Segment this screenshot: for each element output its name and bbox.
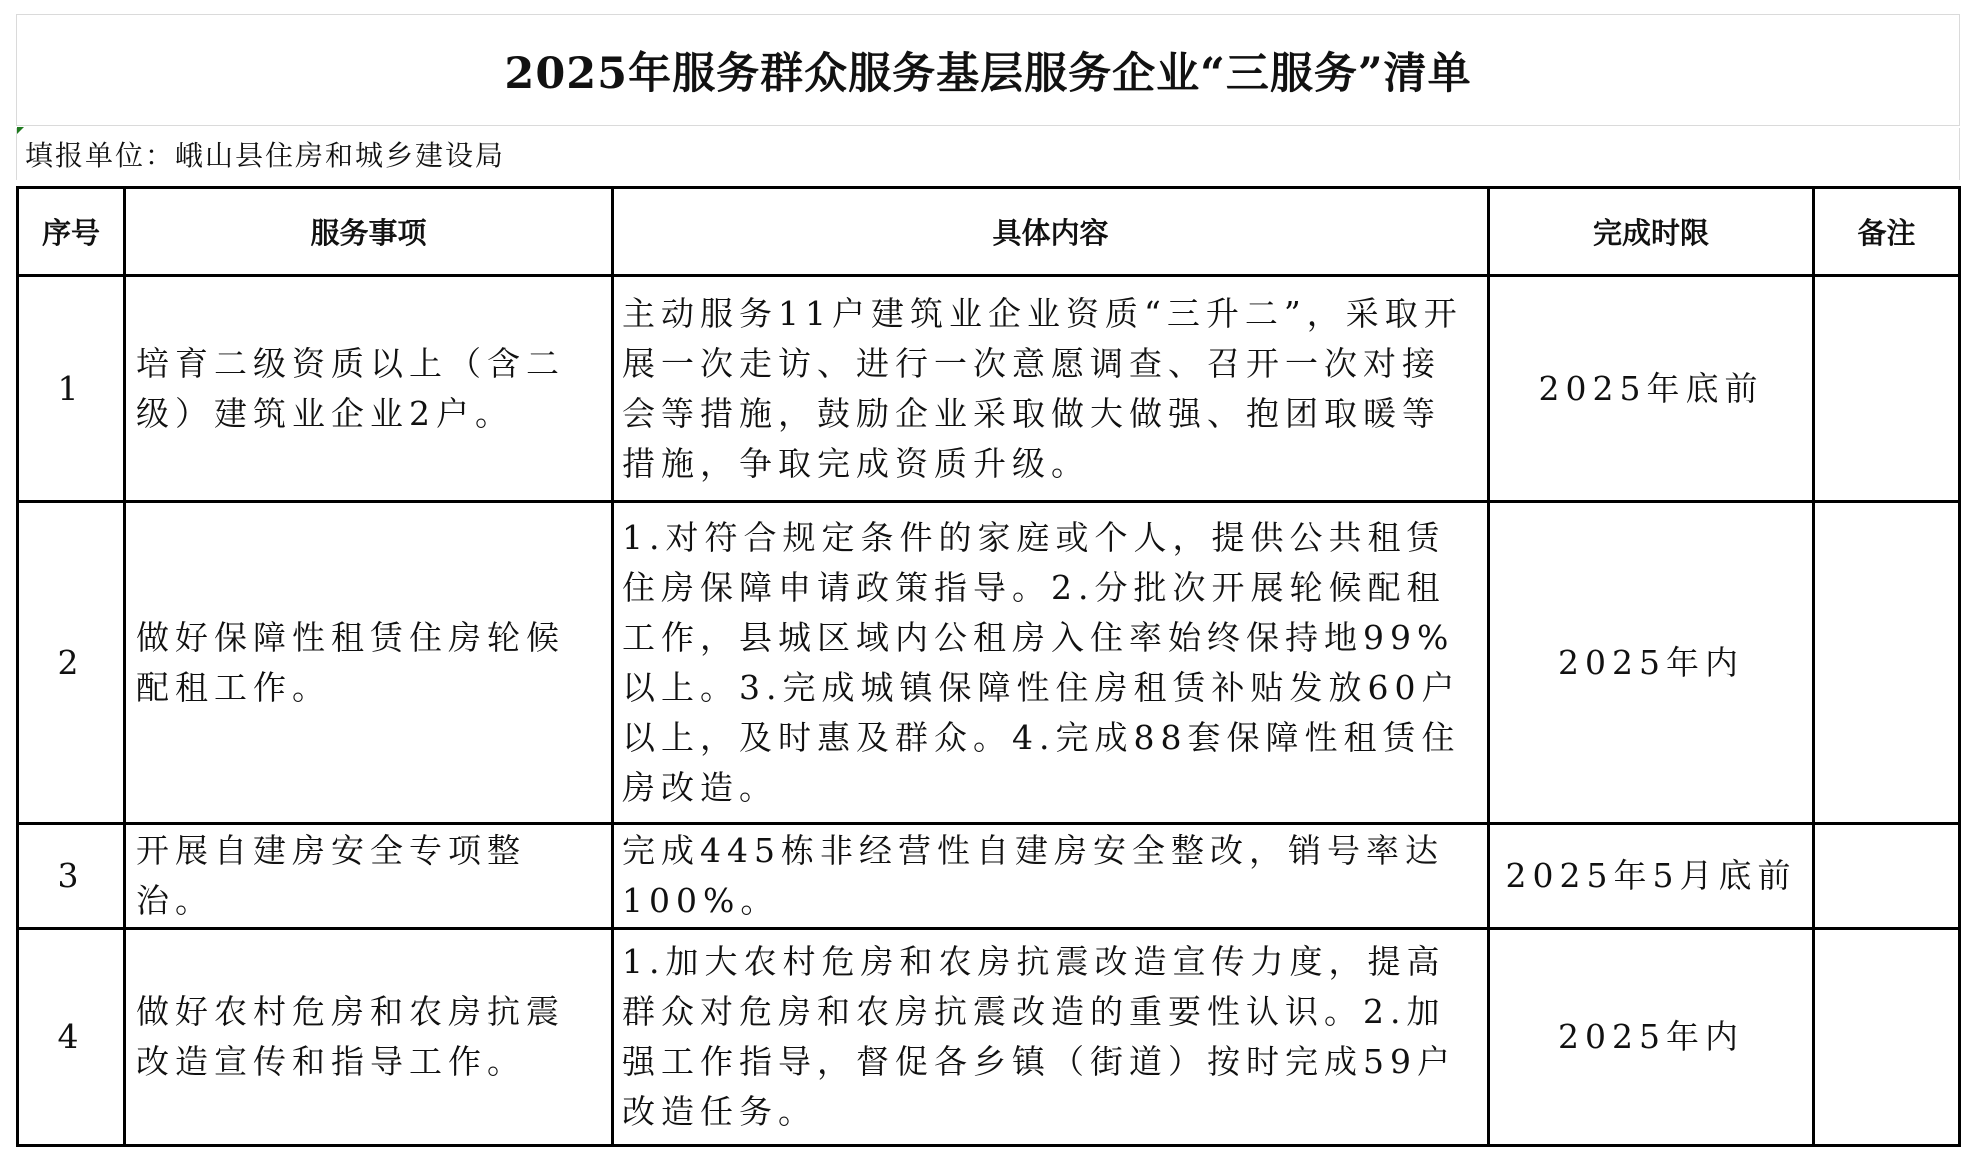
cell-remarks: [1814, 824, 1960, 929]
service-list-table: [16, 186, 1961, 1147]
cell-no: 2: [18, 502, 125, 824]
cell-no: 4: [18, 929, 125, 1146]
reporting-unit: 填报单位：峨山县住房和城乡建设局: [16, 128, 1960, 180]
cell-content: 完成445栋非经营性自建房安全整改，销号率达100%。: [613, 824, 1489, 929]
table-row: [18, 929, 1960, 1146]
table-row: [18, 824, 1960, 929]
cell-content: 1.加大农村危房和农房抗震改造宣传力度，提高群众对危房和农房抗震改造的重要性认识。2.加强工作指导，督促各乡镇（街道）按时完成59户改造任务。: [613, 929, 1489, 1146]
title-bar: [16, 14, 1960, 126]
cell-remarks: [1814, 276, 1960, 502]
cell-item: 开展自建房安全专项整治。: [125, 824, 613, 929]
header-content: 具体内容: [613, 188, 1489, 276]
cell-deadline: 2025年内: [1489, 502, 1814, 824]
cell-no: 1: [18, 276, 125, 502]
cell-item: 培育二级资质以上（含二级）建筑业企业2户。: [125, 276, 613, 502]
cell-no: 3: [18, 824, 125, 929]
cell-item: 做好保障性租赁住房轮候配租工作。: [125, 502, 613, 824]
page-title: 2025年服务群众服务基层服务企业“三服务”清单: [504, 48, 1472, 99]
header-remarks: 备注: [1814, 188, 1960, 276]
cell-content: 主动服务11户建筑业企业资质“三升二”，采取开展一次走访、进行一次意愿调查、召开一次对接会等措施，鼓励企业采取做大做强、抱团取暖等措施，争取完成资质升级。: [613, 276, 1489, 502]
cell-item: 做好农村危房和农房抗震改造宣传和指导工作。: [125, 929, 613, 1146]
cell-deadline: 2025年内: [1489, 929, 1814, 1146]
header-item: 服务事项: [125, 188, 613, 276]
cell-remarks: [1814, 502, 1960, 824]
cell-deadline: 2025年5月底前: [1489, 824, 1814, 929]
header-no: 序号: [18, 188, 125, 276]
cell-content: 1.对符合规定条件的家庭或个人，提供公共租赁住房保障申请政策指导。2.分批次开展轮候配租工作，县城区域内公租房入住率始终保持地99%以上。3.完成城镇保障性住房租赁补贴发放60户以上，及时惠及群众。4.完成88套保障性租赁住房改造。: [613, 502, 1489, 824]
header-row: [18, 188, 1960, 276]
header-deadline: 完成时限: [1489, 188, 1814, 276]
table-row: [18, 276, 1960, 502]
cell-deadline: 2025年底前: [1489, 276, 1814, 502]
table-row: [18, 502, 1960, 824]
cell-remarks: [1814, 929, 1960, 1146]
